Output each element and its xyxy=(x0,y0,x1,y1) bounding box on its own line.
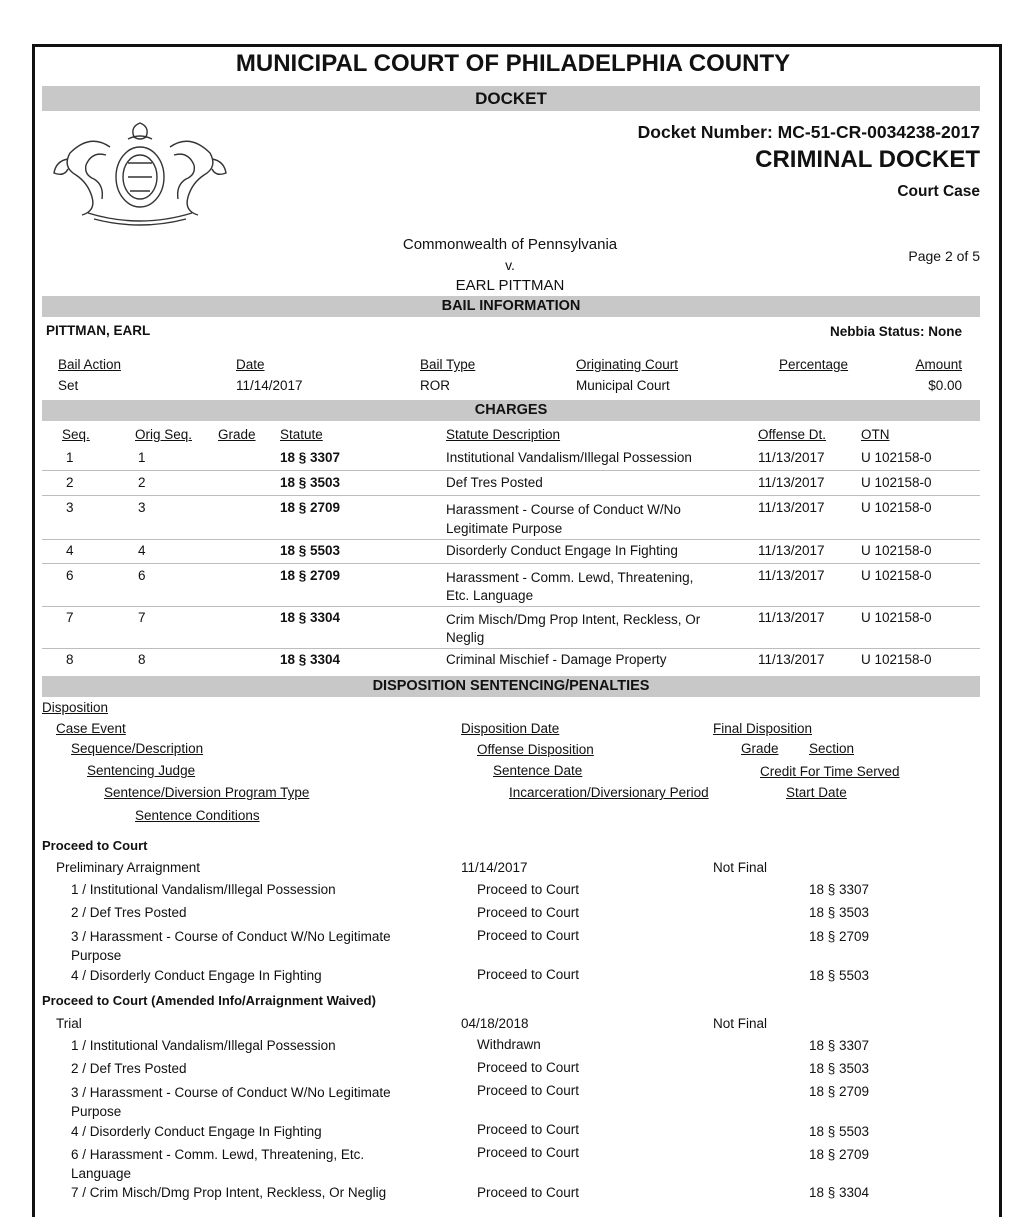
offense-disposition: Proceed to Court xyxy=(477,1060,580,1075)
charge-orig-seq: 4 xyxy=(138,543,146,558)
charge-description: Crim Misch/Dmg Prop Intent, Reckless, Or xyxy=(446,612,701,627)
legend-grade: Grade xyxy=(741,741,779,756)
charge-offense-date: 11/13/2017 xyxy=(758,543,825,558)
offense-disposition: Proceed to Court xyxy=(477,1083,580,1098)
sequence-description-line2: Purpose xyxy=(71,1104,122,1119)
charge-description-line2: Legitimate Purpose xyxy=(446,521,563,536)
nebbia-status: Nebbia Status: None xyxy=(829,324,962,339)
sequence-description-line2: Language xyxy=(71,1166,132,1181)
charge-otn: U 102158-0 xyxy=(861,500,932,515)
legend-disposition-date: Disposition Date xyxy=(461,721,560,736)
bail-amount-value: $0.00 xyxy=(928,378,962,393)
bail-date-value: 11/14/2017 xyxy=(236,378,303,393)
legend-sentence-date: Sentence Date xyxy=(493,763,583,778)
section: 18 § 3503 xyxy=(809,1061,870,1076)
offense-disposition: Withdrawn xyxy=(477,1037,541,1052)
charge-seq: 6 xyxy=(66,568,74,583)
charge-statute: 18 § 5503 xyxy=(280,543,341,558)
sequence-description: 1 / Institutional Vandalism/Illegal Possession xyxy=(71,882,336,897)
legend-sentencing-judge: Sentencing Judge xyxy=(87,763,196,778)
charge-offense-date: 11/13/2017 xyxy=(758,475,825,490)
offense-disposition: Proceed to Court xyxy=(477,905,580,920)
charge-orig-seq: 1 xyxy=(138,450,146,465)
charge-offense-date: 11/13/2017 xyxy=(758,500,825,515)
charge-statute: 18 § 3304 xyxy=(280,652,341,667)
sequence-description: 3 / Harassment - Course of Conduct W/No Legitimate xyxy=(71,1085,391,1100)
offense-disposition: Proceed to Court xyxy=(477,1185,580,1200)
legend-credit-time-served: Credit For Time Served xyxy=(760,764,900,779)
charge-offense-date: 11/13/2017 xyxy=(758,450,825,465)
charge-seq: 3 xyxy=(66,500,74,515)
legend-incarceration-period: Incarceration/Diversionary Period xyxy=(509,785,709,800)
charge-seq: 8 xyxy=(66,652,74,667)
charge-otn: U 102158-0 xyxy=(861,450,932,465)
court-case-label: Court Case xyxy=(897,183,980,200)
charge-otn: U 102158-0 xyxy=(861,568,932,583)
bail-originating-court-value: Municipal Court xyxy=(576,378,670,393)
charges-header-statute: Statute xyxy=(280,427,323,442)
sequence-description: 2 / Def Tres Posted xyxy=(71,905,187,920)
charge-orig-seq: 6 xyxy=(138,568,146,583)
sequence-description: 7 / Crim Misch/Dmg Prop Intent, Reckless, Or Neglig xyxy=(71,1185,387,1200)
section: 18 § 2709 xyxy=(809,1084,870,1099)
sequence-description: 3 / Harassment - Course of Conduct W/No Legitimate xyxy=(71,929,391,944)
section: 18 § 3307 xyxy=(809,1038,870,1053)
row-divider xyxy=(42,495,980,496)
charge-statute: 18 § 3304 xyxy=(280,610,341,625)
charge-orig-seq: 7 xyxy=(138,610,146,625)
charge-description: Criminal Mischief - Damage Property xyxy=(446,652,667,667)
row-divider xyxy=(42,563,980,564)
section: 18 § 5503 xyxy=(809,1124,870,1139)
charge-orig-seq: 3 xyxy=(138,500,146,515)
sequence-description: 2 / Def Tres Posted xyxy=(71,1061,187,1076)
sequence-description: 1 / Institutional Vandalism/Illegal Possession xyxy=(71,1038,336,1053)
bail-type-value: ROR xyxy=(420,378,450,393)
offense-disposition: Proceed to Court xyxy=(477,928,580,943)
criminal-docket-title: CRIMINAL DOCKET xyxy=(755,146,980,173)
bail-information-bar: BAIL INFORMATION xyxy=(42,296,980,317)
sequence-description-line2: Purpose xyxy=(71,948,122,963)
final-disposition: Not Final xyxy=(713,1016,768,1031)
sequence-description: 4 / Disorderly Conduct Engage In Fighting xyxy=(71,1124,322,1139)
legend-case-event: Case Event xyxy=(56,721,126,736)
bail-header-date: Date xyxy=(236,357,265,372)
charge-statute: 18 § 3503 xyxy=(280,475,341,490)
charge-statute: 18 § 2709 xyxy=(280,568,341,583)
bail-defendant-name: PITTMAN, EARL xyxy=(46,323,151,338)
charge-otn: U 102158-0 xyxy=(861,475,932,490)
offense-disposition: Proceed to Court xyxy=(477,882,580,897)
bail-header-originating-court: Originating Court xyxy=(576,357,679,372)
row-divider xyxy=(42,606,980,607)
charge-otn: U 102158-0 xyxy=(861,652,932,667)
charge-seq: 2 xyxy=(66,475,74,490)
bail-header-type: Bail Type xyxy=(420,357,476,372)
section: 18 § 2709 xyxy=(809,929,870,944)
disposition-bar: DISPOSITION SENTENCING/PENALTIES xyxy=(42,676,980,697)
charge-seq: 7 xyxy=(66,610,74,625)
charges-header-offense-date: Offense Dt. xyxy=(758,427,827,442)
charge-description-line2: Etc. Language xyxy=(446,588,534,603)
charges-header-description: Statute Description xyxy=(446,427,561,442)
court-title: MUNICIPAL COURT OF PHILADELPHIA COUNTY xyxy=(235,50,791,77)
charge-seq: 1 xyxy=(66,450,74,465)
charge-offense-date: 11/13/2017 xyxy=(758,568,825,583)
legend-final-disposition: Final Disposition xyxy=(713,721,813,736)
page-number: Page 2 of 5 xyxy=(908,248,980,264)
charges-bar: CHARGES xyxy=(42,400,980,421)
charge-seq: 4 xyxy=(66,543,74,558)
case-caption-defendant: EARL PITTMAN xyxy=(455,277,565,294)
legend-sentence-conditions: Sentence Conditions xyxy=(135,808,260,823)
charges-header-seq: Seq. xyxy=(62,427,90,442)
offense-disposition: Proceed to Court xyxy=(477,1145,580,1160)
row-divider xyxy=(42,648,980,649)
charge-description: Institutional Vandalism/Illegal Possession xyxy=(446,450,692,465)
charges-header-orig-seq: Orig Seq. xyxy=(135,427,193,442)
legend-disposition: Disposition xyxy=(42,700,109,715)
section: 18 § 3304 xyxy=(809,1185,870,1200)
docket-number: Docket Number: MC-51-CR-0034238-2017 xyxy=(637,122,980,142)
charge-offense-date: 11/13/2017 xyxy=(758,610,825,625)
case-caption-versus: v. xyxy=(505,257,515,273)
charge-description: Def Tres Posted xyxy=(446,475,543,490)
row-divider xyxy=(42,470,980,471)
section: 18 § 2709 xyxy=(809,1147,870,1162)
disposition-date: 04/18/2018 xyxy=(461,1016,529,1031)
section: 18 § 3307 xyxy=(809,882,870,897)
charge-description-line2: Neglig xyxy=(446,630,485,645)
section: 18 § 5503 xyxy=(809,968,870,983)
charge-otn: U 102158-0 xyxy=(861,543,932,558)
charge-description: Harassment - Course of Conduct W/No xyxy=(446,502,681,517)
case-event: Preliminary Arraignment xyxy=(56,860,201,875)
bail-action-value: Set xyxy=(58,378,79,393)
bail-header-amount: Amount xyxy=(915,357,962,372)
docket-bar: DOCKET xyxy=(42,86,980,111)
charge-description: Harassment - Comm. Lewd, Threatening, xyxy=(446,570,694,585)
bail-header-action: Bail Action xyxy=(58,357,122,372)
charge-orig-seq: 2 xyxy=(138,475,146,490)
charge-statute: 18 § 2709 xyxy=(280,500,341,515)
section: 18 § 3503 xyxy=(809,905,870,920)
final-disposition: Not Final xyxy=(713,860,768,875)
disposition-group-title: Proceed to Court (Amended Info/Arraignment Waived) xyxy=(42,993,376,1008)
row-divider xyxy=(42,539,980,540)
charge-statute: 18 § 3307 xyxy=(280,450,341,465)
charge-offense-date: 11/13/2017 xyxy=(758,652,825,667)
legend-offense-disposition: Offense Disposition xyxy=(477,742,594,757)
charge-description: Disorderly Conduct Engage In Fighting xyxy=(446,543,678,558)
charge-orig-seq: 8 xyxy=(138,652,146,667)
case-event: Trial xyxy=(56,1016,82,1031)
disposition-date: 11/14/2017 xyxy=(461,860,528,875)
sequence-description: 6 / Harassment - Comm. Lewd, Threatening, Etc. xyxy=(71,1147,365,1162)
sequence-description: 4 / Disorderly Conduct Engage In Fighting xyxy=(71,968,322,983)
legend-start-date: Start Date xyxy=(786,785,847,800)
offense-disposition: Proceed to Court xyxy=(477,967,580,982)
case-caption-commonwealth: Commonwealth of Pennsylvania xyxy=(402,236,618,253)
charges-header-grade: Grade xyxy=(218,427,256,442)
pennsylvania-seal-icon xyxy=(48,115,232,227)
legend-section: Section xyxy=(809,741,855,756)
charges-header-otn: OTN xyxy=(861,427,890,442)
disposition-group-title: Proceed to Court xyxy=(42,838,148,853)
legend-sequence-description: Sequence/Description xyxy=(71,741,204,756)
offense-disposition: Proceed to Court xyxy=(477,1122,580,1137)
bail-header-percentage: Percentage xyxy=(779,357,849,372)
legend-program-type: Sentence/Diversion Program Type xyxy=(104,785,310,800)
charge-otn: U 102158-0 xyxy=(861,610,932,625)
